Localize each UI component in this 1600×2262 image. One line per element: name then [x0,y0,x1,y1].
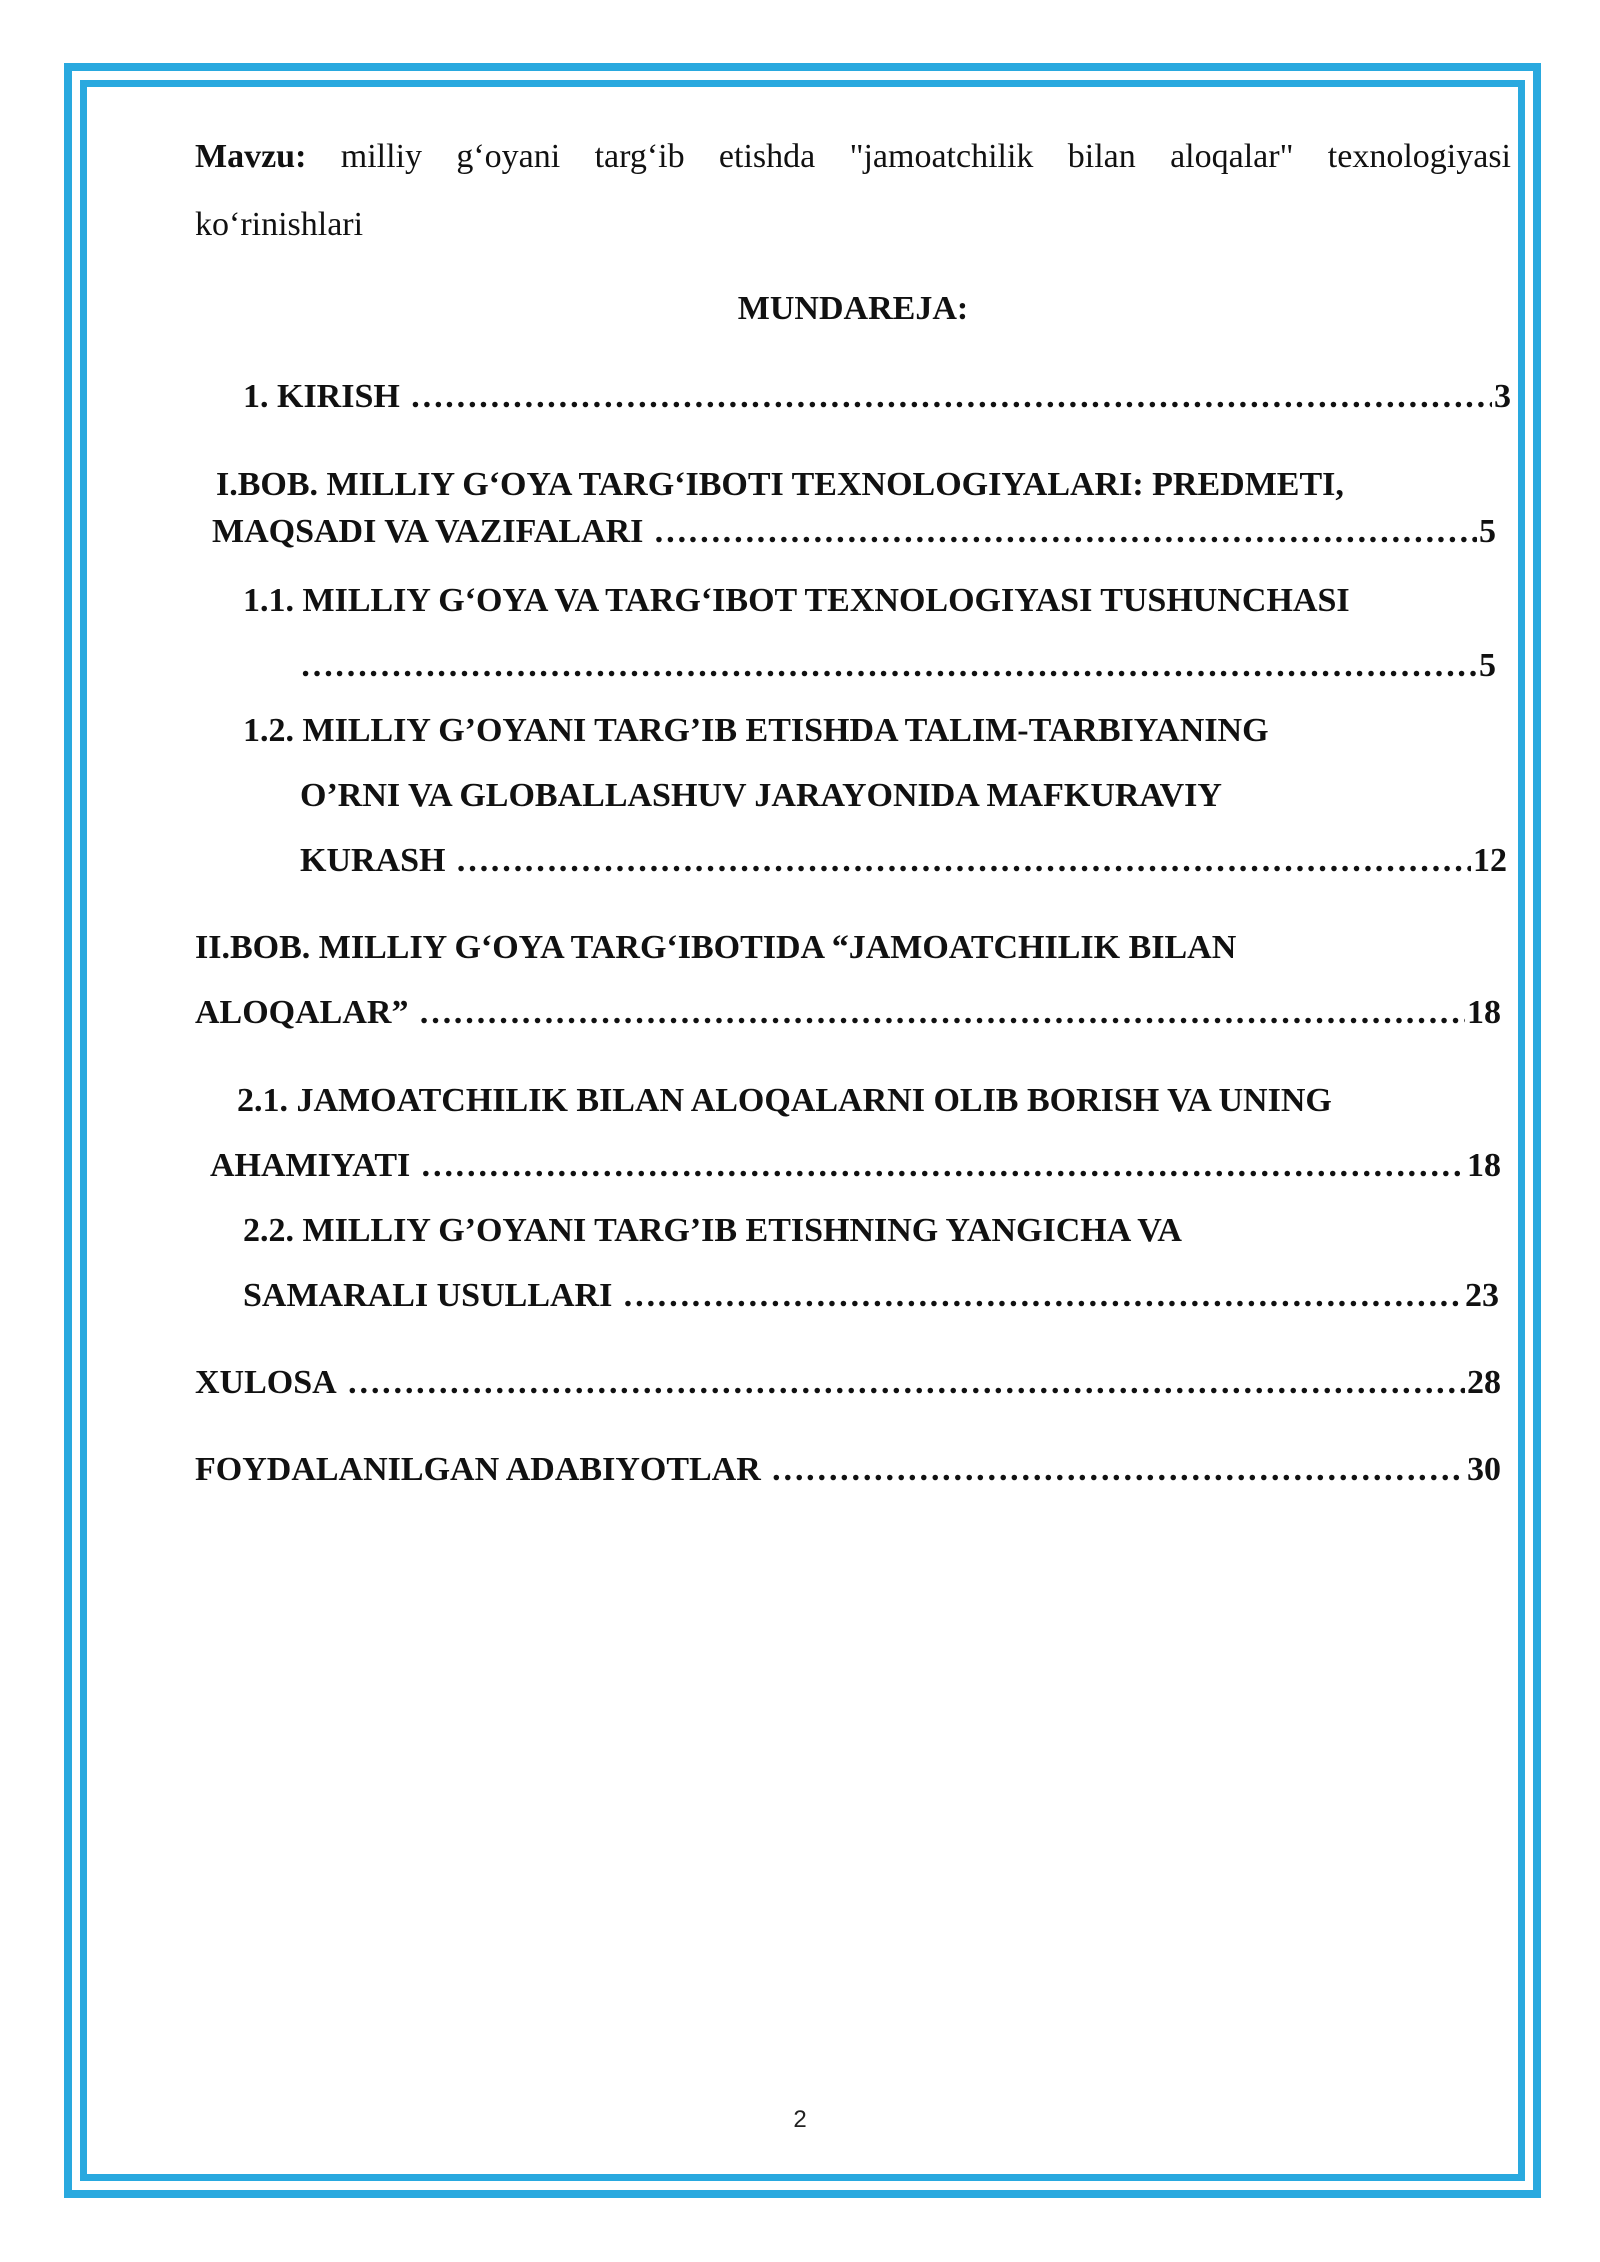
toc-entry-label: 1. KIRISH [243,378,400,415]
toc-leader [771,1445,1465,1495]
toc-entry-chapter-2[interactable] [195,988,1501,1038]
toc-entry-kirish[interactable] [243,372,1511,422]
toc-entry-1-1-line-1[interactable]: 1.1. MILLIY G‘OYA VA TARG‘IBOT TEXNOLOGIYASI TUSHUNCHASI [243,582,1350,619]
toc-entry-label: FOYDALANILGAN ADABIYOTLAR [195,1451,761,1488]
toc-entry-1-1[interactable] [300,641,1496,691]
toc-page-number: 12 [1473,842,1507,879]
toc-entry-references[interactable] [195,1445,1501,1495]
toc-page-number: 30 [1467,1451,1501,1488]
toc-page-number: 5 [1479,647,1496,684]
toc-page-number: 3 [1494,378,1511,415]
toc-title: MUNDAREJA: [737,290,969,327]
toc-entry-label: AHAMIYATI [210,1147,411,1184]
toc-entry-label: XULOSA [195,1364,337,1401]
toc-leader [420,1141,1465,1191]
toc-entry-chapter-2-line-1[interactable]: II.BOB. MILLIY G‘OYA TARG‘IBOTIDA “JAMOATCHILIK BILAN [195,929,1237,966]
toc-entry-1-2-line-1[interactable]: 1.2. MILLIY G’OYANI TARG’IB ETISHDA TALIM-TARBIYANING [243,712,1269,749]
toc-entry-2-2[interactable] [243,1271,1499,1321]
toc-entry-label: SAMARALI USULLARI [243,1277,613,1314]
topic-line-1 [195,132,1511,182]
toc-entry-label: KURASH [300,842,446,879]
topic-text-1: milliy g‘oyani targ‘ib etishda "jamoatchilik bilan aloqalar" texnologiyasi [340,138,1512,175]
toc-entry-2-2-line-1[interactable]: 2.2. MILLIY G’OYANI TARG’IB ETISHNING YANGICHA VA [243,1212,1182,1249]
toc-leader [418,988,1465,1038]
toc-entry-xulosa[interactable] [195,1358,1501,1408]
toc-page-number: 18 [1467,1147,1501,1184]
toc-page-number: 28 [1467,1364,1501,1401]
topic-label: Mavzu: [195,138,307,175]
toc-leader [300,641,1477,691]
toc-entry-chapter-1-line-1[interactable]: I.BOB. MILLIY G‘OYA TARG‘IBOTI TEXNOLOGIYALARI: PREDMETI, [216,466,1344,503]
toc-entry-label: MAQSADI VA VAZIFALARI [212,513,644,550]
toc-leader [410,372,1492,422]
toc-leader [455,836,1471,886]
toc-entry-1-2[interactable] [300,836,1507,886]
toc-leader [653,507,1477,557]
toc-page-number: 23 [1465,1277,1499,1314]
toc-entry-2-1[interactable] [210,1141,1501,1191]
footer-page-number: 2 [793,2106,807,2133]
toc-page-number: 5 [1479,513,1496,550]
toc-entry-chapter-1[interactable] [212,507,1496,557]
toc-entry-label: ALOQALAR” [195,994,409,1031]
toc-page-number: 18 [1467,994,1501,1031]
topic-line-2: ko‘rinishlari [195,206,364,243]
toc-leader [622,1271,1463,1321]
toc-entry-2-1-line-1[interactable]: 2.1. JAMOATCHILIK BILAN ALOQALARNI OLIB BORISH VA UNING [237,1082,1332,1119]
toc-entry-1-2-line-2[interactable]: O’RNI VA GLOBALLASHUV JARAYONIDA MAFKURAVIY [300,777,1222,814]
toc-leader [347,1358,1465,1408]
